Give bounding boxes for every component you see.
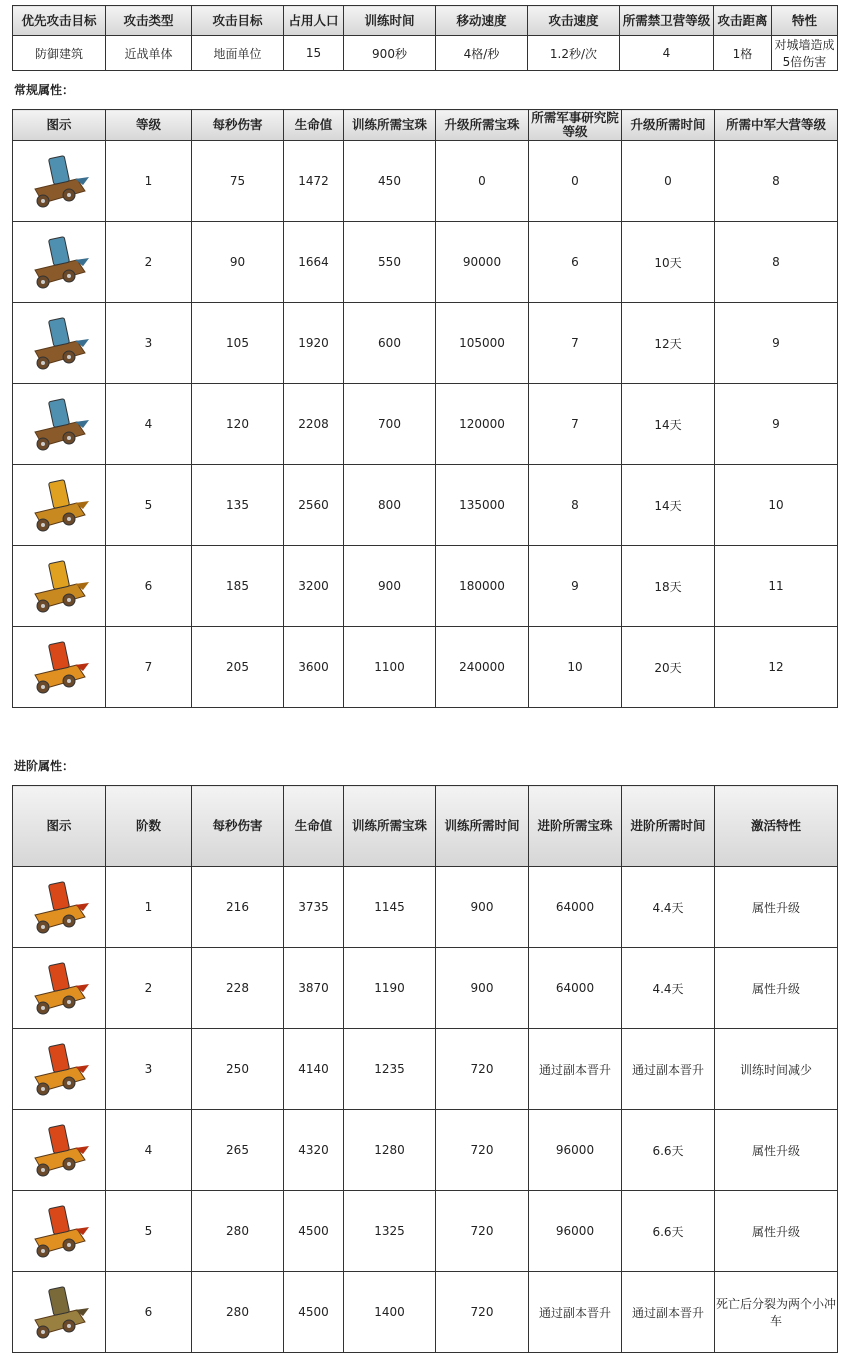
table-cell: 216	[192, 867, 284, 948]
normal-attributes-table	[12, 109, 838, 708]
table-cell: 280	[192, 1272, 284, 1353]
icon-cell	[13, 141, 106, 222]
summary-value-cell: 地面单位	[192, 36, 284, 71]
summary-value-cell: 防御建筑	[13, 36, 106, 71]
table-cell: 0	[529, 141, 622, 222]
table-cell: 4500	[284, 1191, 344, 1272]
table-cell: 6	[529, 222, 622, 303]
table-cell: 3200	[284, 546, 344, 627]
table-cell: 720	[436, 1110, 529, 1191]
table-cell: 1920	[284, 303, 344, 384]
table-cell: 720	[436, 1272, 529, 1353]
table-header-cell: 阶数	[106, 786, 192, 867]
summary-value-cell: 1格	[714, 36, 772, 71]
icon-cell	[13, 303, 106, 384]
table-cell: 8	[715, 141, 838, 222]
table-cell: 11	[715, 546, 838, 627]
table-header-cell: 训练所需宝珠	[344, 110, 436, 141]
table-header-cell: 升级所需时间	[622, 110, 715, 141]
table-cell: 训练时间减少	[715, 1029, 838, 1110]
summary-value-cell: 15	[284, 36, 344, 71]
table-cell: 4500	[284, 1272, 344, 1353]
icon-cell	[13, 948, 106, 1029]
table-row	[13, 384, 838, 465]
table-cell: 2208	[284, 384, 344, 465]
table-cell: 90000	[436, 222, 529, 303]
table-header-cell: 生命值	[284, 786, 344, 867]
table-cell: 105000	[436, 303, 529, 384]
table-cell: 205	[192, 627, 284, 708]
table-cell: 死亡后分裂为两个小冲车	[715, 1272, 838, 1353]
table-cell: 6.6天	[622, 1110, 715, 1191]
advanced-attributes-table	[12, 785, 838, 1353]
summary-value-cell: 近战单体	[106, 36, 192, 71]
table-header-cell: 进阶所需时间	[622, 786, 715, 867]
table-header-cell: 激活特性	[715, 786, 838, 867]
table-cell: 通过副本晋升	[529, 1029, 622, 1110]
table-cell: 3600	[284, 627, 344, 708]
table-cell: 280	[192, 1191, 284, 1272]
table-cell: 800	[344, 465, 436, 546]
table-header-cell: 每秒伤害	[192, 110, 284, 141]
table-cell: 1400	[344, 1272, 436, 1353]
summary-value-cell: 4格/秒	[436, 36, 528, 71]
icon-cell	[13, 867, 106, 948]
unit-summary-table	[12, 5, 838, 71]
table-cell: 6	[106, 1272, 192, 1353]
battering-ram-blue-icon	[27, 230, 91, 294]
summary-header-cell: 移动速度	[436, 6, 528, 36]
table-cell: 1235	[344, 1029, 436, 1110]
battering-ram-blue-icon	[27, 311, 91, 375]
table-cell: 3870	[284, 948, 344, 1029]
table-cell: 7	[106, 627, 192, 708]
table-cell: 120000	[436, 384, 529, 465]
table-cell: 1325	[344, 1191, 436, 1272]
icon-cell	[13, 1272, 106, 1353]
battering-ram-flame-icon	[27, 1199, 91, 1263]
table-cell: 1	[106, 141, 192, 222]
icon-cell	[13, 1029, 106, 1110]
table-cell: 12天	[622, 303, 715, 384]
table-cell: 10	[715, 465, 838, 546]
table-row	[13, 1029, 838, 1110]
icon-cell	[13, 627, 106, 708]
table-cell: 1145	[344, 867, 436, 948]
table-cell: 105	[192, 303, 284, 384]
table-cell: 5	[106, 1191, 192, 1272]
table-cell: 属性升级	[715, 1191, 838, 1272]
summary-value-cell: 对城墙造成5倍伤害	[772, 36, 838, 71]
icon-cell	[13, 1110, 106, 1191]
summary-value-cell: 900秒	[344, 36, 436, 71]
table-cell: 720	[436, 1029, 529, 1110]
table-cell: 1100	[344, 627, 436, 708]
table-cell: 6.6天	[622, 1191, 715, 1272]
battering-ram-flame-icon	[27, 956, 91, 1020]
table-cell: 0	[622, 141, 715, 222]
table-row	[13, 1191, 838, 1272]
table-header-cell: 生命值	[284, 110, 344, 141]
table-cell: 8	[529, 465, 622, 546]
table-cell: 3	[106, 303, 192, 384]
table-cell: 7	[529, 384, 622, 465]
table-header-cell: 图示	[13, 786, 106, 867]
table-cell: 7	[529, 303, 622, 384]
battering-ram-gold-icon	[27, 554, 91, 618]
summary-value-cell: 1.2秒/次	[528, 36, 620, 71]
table-cell: 3735	[284, 867, 344, 948]
table-cell: 4140	[284, 1029, 344, 1110]
table-cell: 9	[715, 384, 838, 465]
table-row	[13, 546, 838, 627]
battering-ram-blue-icon	[27, 149, 91, 213]
icon-cell	[13, 465, 106, 546]
table-row	[13, 867, 838, 948]
table-cell: 8	[715, 222, 838, 303]
table-cell: 通过副本晋升	[622, 1029, 715, 1110]
table-cell: 0	[436, 141, 529, 222]
summary-header-cell: 训练时间	[344, 6, 436, 36]
table-cell: 64000	[529, 867, 622, 948]
battering-ram-flame-icon	[27, 635, 91, 699]
table-cell: 20天	[622, 627, 715, 708]
summary-header-cell: 攻击类型	[106, 6, 192, 36]
table-cell: 265	[192, 1110, 284, 1191]
table-cell: 228	[192, 948, 284, 1029]
table-header-cell: 等级	[106, 110, 192, 141]
table-header-cell: 进阶所需宝珠	[529, 786, 622, 867]
table-cell: 900	[344, 546, 436, 627]
icon-cell	[13, 384, 106, 465]
table-row	[13, 141, 838, 222]
table-row	[13, 627, 838, 708]
battering-ram-flame-icon	[27, 875, 91, 939]
table-cell: 属性升级	[715, 867, 838, 948]
table-cell: 720	[436, 1191, 529, 1272]
table-cell: 属性升级	[715, 948, 838, 1029]
table-row	[13, 948, 838, 1029]
table-cell: 通过副本晋升	[622, 1272, 715, 1353]
table-cell: 9	[715, 303, 838, 384]
table-header-cell: 所需中军大营等级	[715, 110, 838, 141]
table-cell: 600	[344, 303, 436, 384]
table-cell: 4.4天	[622, 867, 715, 948]
summary-header-cell: 所需禁卫营等级	[620, 6, 714, 36]
table-row	[13, 303, 838, 384]
table-cell: 550	[344, 222, 436, 303]
table-cell: 64000	[529, 948, 622, 1029]
table-cell: 700	[344, 384, 436, 465]
table-cell: 240000	[436, 627, 529, 708]
table-cell: 12	[715, 627, 838, 708]
table-cell: 14天	[622, 465, 715, 546]
table-cell: 4	[106, 384, 192, 465]
summary-value-cell: 4	[620, 36, 714, 71]
table-row	[13, 1272, 838, 1353]
table-cell: 5	[106, 465, 192, 546]
table-cell: 900	[436, 948, 529, 1029]
table-row	[13, 222, 838, 303]
battering-ram-flame-icon	[27, 1037, 91, 1101]
table-cell: 120	[192, 384, 284, 465]
table-cell: 185	[192, 546, 284, 627]
table-cell: 250	[192, 1029, 284, 1110]
summary-header-cell: 特性	[772, 6, 838, 36]
table-cell: 1280	[344, 1110, 436, 1191]
table-cell: 14天	[622, 384, 715, 465]
table-cell: 75	[192, 141, 284, 222]
table-cell: 10天	[622, 222, 715, 303]
table-cell: 2	[106, 222, 192, 303]
table-cell: 4	[106, 1110, 192, 1191]
advanced-section-title: 进阶属性：	[14, 759, 75, 773]
table-cell: 10	[529, 627, 622, 708]
summary-header-cell: 占用人口	[284, 6, 344, 36]
table-header-cell: 每秒伤害	[192, 786, 284, 867]
table-cell: 1664	[284, 222, 344, 303]
table-cell: 4320	[284, 1110, 344, 1191]
table-row	[13, 465, 838, 546]
table-cell: 96000	[529, 1191, 622, 1272]
icon-cell	[13, 546, 106, 627]
table-header-cell: 升级所需宝珠	[436, 110, 529, 141]
table-header-cell: 训练所需时间	[436, 786, 529, 867]
table-cell: 2	[106, 948, 192, 1029]
table-cell: 180000	[436, 546, 529, 627]
battering-ram-flame-icon	[27, 1118, 91, 1182]
table-cell: 450	[344, 141, 436, 222]
table-cell: 6	[106, 546, 192, 627]
summary-header-cell: 攻击距离	[714, 6, 772, 36]
table-cell: 1	[106, 867, 192, 948]
table-cell: 1190	[344, 948, 436, 1029]
summary-header-cell: 攻击速度	[528, 6, 620, 36]
battering-ram-gold-icon	[27, 473, 91, 537]
table-row	[13, 1110, 838, 1191]
table-cell: 135	[192, 465, 284, 546]
table-header-cell: 图示	[13, 110, 106, 141]
table-header-cell: 训练所需宝珠	[344, 786, 436, 867]
table-cell: 9	[529, 546, 622, 627]
table-cell: 1472	[284, 141, 344, 222]
summary-header-cell: 攻击目标	[192, 6, 284, 36]
table-cell: 3	[106, 1029, 192, 1110]
icon-cell	[13, 222, 106, 303]
summary-header-cell: 优先攻击目标	[13, 6, 106, 36]
table-header-cell: 所需军事研究院等级	[529, 110, 622, 141]
table-cell: 96000	[529, 1110, 622, 1191]
table-cell: 2560	[284, 465, 344, 546]
table-cell: 90	[192, 222, 284, 303]
table-cell: 135000	[436, 465, 529, 546]
table-cell: 18天	[622, 546, 715, 627]
battering-ram-blue-icon	[27, 392, 91, 456]
table-cell: 900	[436, 867, 529, 948]
table-cell: 4.4天	[622, 948, 715, 1029]
table-cell: 属性升级	[715, 1110, 838, 1191]
table-cell: 通过副本晋升	[529, 1272, 622, 1353]
icon-cell	[13, 1191, 106, 1272]
normal-section-title: 常规属性：	[14, 83, 75, 97]
battering-ram-bronze-icon	[27, 1280, 91, 1344]
